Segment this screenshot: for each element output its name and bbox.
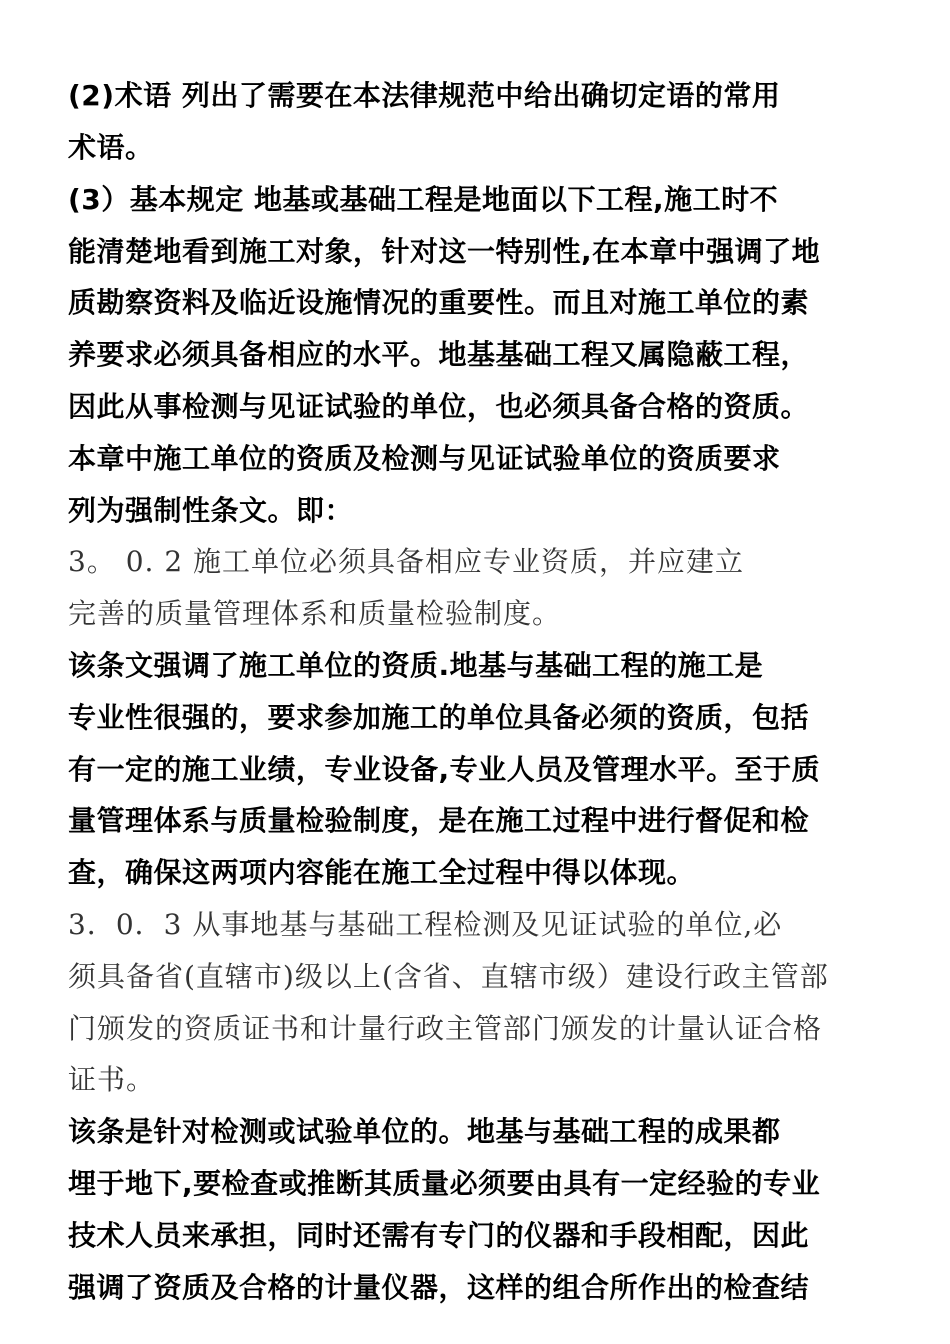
text-line: 本章中施工单位的资质及检测与见证试验单位的资质要求	[68, 442, 781, 475]
text-line: 该条文强调了施工单位的资质.地基与基础工程的施工是	[68, 649, 764, 682]
text-line: (2)术语 列出了需要在本法律规范中给出确切定语的常用	[68, 79, 781, 112]
text-line: 该条是针对检测或试验单位的。地基与基础工程的成果都	[68, 1115, 781, 1148]
text-line: 强调了资质及合格的计量仪器，这样的组合所作出的检查结	[68, 1271, 810, 1304]
clause-line: 证书。	[68, 1063, 156, 1096]
text-line: (3）基本规定 地基或基础工程是地面以下工程,施工时不	[68, 183, 779, 216]
clause-line: 门颁发的资质证书和计量行政主管部门颁发的计量认证合格	[68, 1012, 823, 1045]
text-line: 量管理体系与质量检验制度，是在施工过程中进行督促和检	[68, 804, 810, 837]
clause-line: 3。 0. 2 施工单位必须具备相应专业资质，并应建立	[68, 545, 745, 578]
text-line: 术语。	[68, 131, 154, 164]
clause-line: 3．0．3 从事地基与基础工程检测及见证试验的单位,必	[68, 908, 783, 941]
text-line: 质勘察资料及临近设施情况的重要性。而且对施工单位的素	[68, 286, 810, 319]
text-line: 养要求必须具备相应的水平。地基基础工程又属隐蔽工程，	[68, 338, 810, 371]
text-line: 有一定的施工业绩，专业设备,专业人员及管理水平。至于质	[68, 753, 821, 786]
text-line: 查，确保这两项内容能在施工全过程中得以体现。	[68, 856, 696, 889]
text-line: 埋于地下,要检查或推断其质量必须要由具有一定经验的专业	[68, 1167, 821, 1200]
clause-line: 完善的质量管理体系和质量检验制度。	[68, 597, 562, 630]
clause-line: 须具备省(直辖市)级以上(含省、直辖市级）建设行政主管部	[68, 960, 829, 993]
text-line: 列为强制性条文。即：	[68, 494, 354, 527]
text-line: 因此从事检测与见证试验的单位，也必须具备合格的资质。	[68, 390, 810, 423]
text-line: 技术人员来承担，同时还需有专门的仪器和手段相配，因此	[68, 1219, 810, 1252]
text-line: 专业性很强的，要求参加施工的单位具备必须的资质，包括	[68, 701, 810, 734]
text-line: 能清楚地看到施工对象，针对这一特别性,在本章中强调了地	[68, 235, 821, 268]
